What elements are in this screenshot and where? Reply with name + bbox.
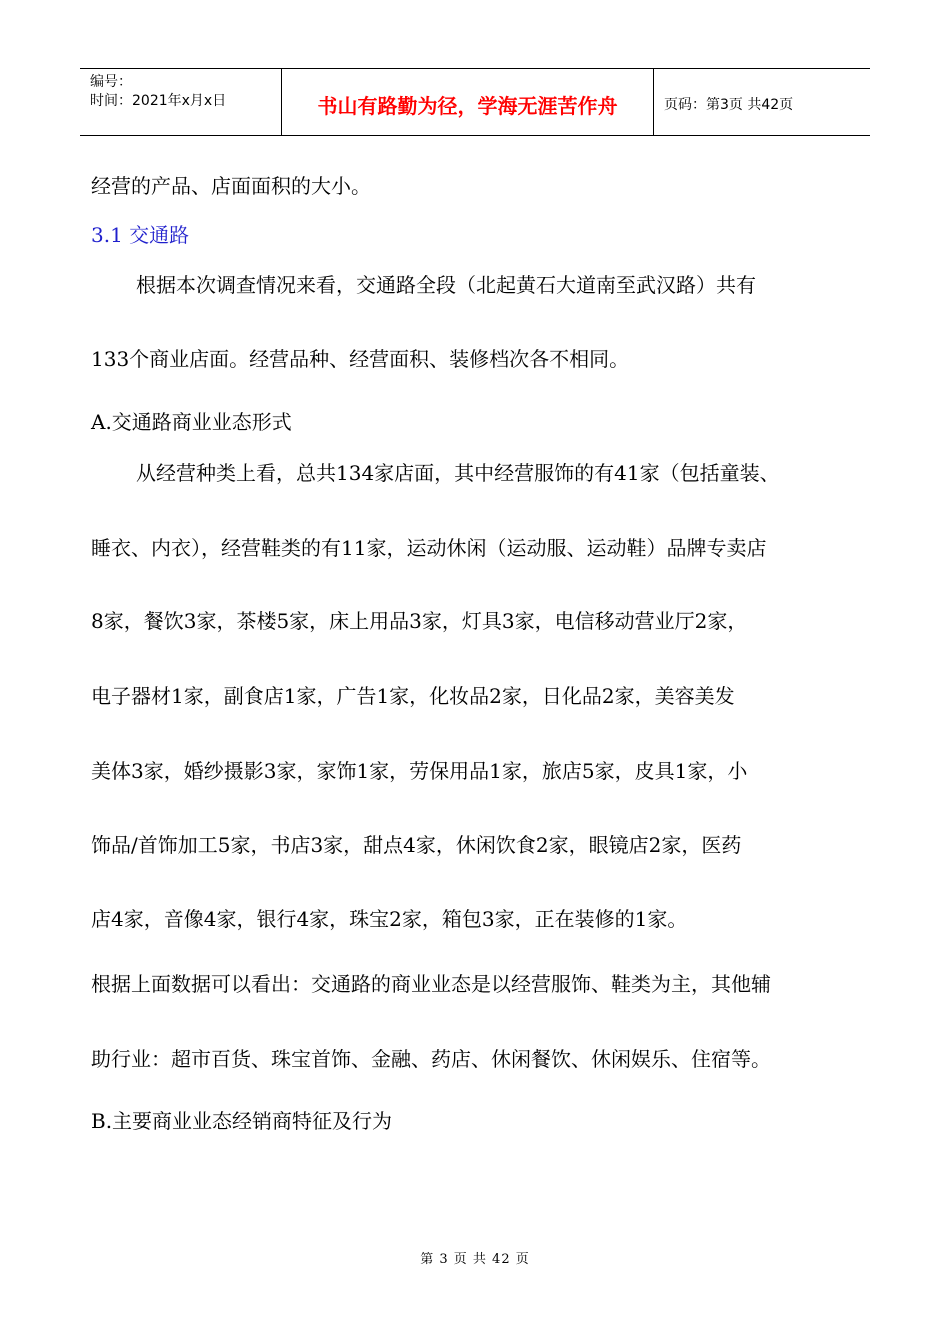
header-page-cell [654,69,870,135]
header-motto-cell [282,69,654,135]
body-line-8: 8家，餐饮3家，茶楼5家，床上用品3家，灯具3家，电信移动营业厅2家， [91,609,748,633]
body-line-14: 助行业：超市百货、珠宝首饰、金融、药店、休闲餐饮、休闲娱乐、住宿等。 [91,1047,771,1071]
body-line-12: 店4家，音像4家，银行4家，珠宝2家，箱包3家，正在装修的1家。 [91,907,688,931]
body-line-7: 睡衣、内衣），经营鞋类的有11家，运动休闲（运动服、运动鞋）品牌专卖店 [91,536,767,560]
subsection-heading-b: B.主要商业业态经销商特征及行为 [91,1109,393,1133]
header-page-info: 页码：第3页 共42页 [664,97,794,113]
body-line-1: 经营的产品、店面面积的大小。 [91,174,371,198]
page-header [80,68,870,136]
document-date-label: 时间：2021年x月x日 [90,93,227,109]
body-line-3: 根据本次调查情况来看，交通路全段（北起黄石大道南至武汉路）共有 [136,273,756,297]
body-line-4: 133个商业店面。经营品种、经营面积、装修档次各不相同。 [91,347,630,371]
body-line-13: 根据上面数据可以看出：交通路的商业业态是以经营服饰、鞋类为主，其他辅 [91,972,771,996]
document-number-label: 编号： [90,74,132,90]
body-line-11: 饰品/首饰加工5家，书店3家，甜点4家，休闲饮食2家，眼镜店2家，医药 [91,833,742,857]
section-heading-3-1: 3.1 交通路 [91,223,190,247]
body-line-6: 从经营种类上看，总共134家店面，其中经营服饰的有41家（包括童装、 [136,461,780,485]
body-line-10: 美体3家，婚纱摄影3家，家饰1家，劳保用品1家，旅店5家，皮具1家，小 [91,759,748,783]
page-footer: 第 3 页 共 42 页 [420,1252,530,1267]
header-motto: 书山有路勤为径，学海无涯苦作舟 [317,93,618,118]
body-line-9: 电子器材1家，副食店1家，广告1家，化妆品2家，日化品2家，美容美发 [91,684,735,708]
subsection-heading-a: A.交通路商业业态形式 [91,410,292,434]
header-meta-cell [80,69,282,135]
